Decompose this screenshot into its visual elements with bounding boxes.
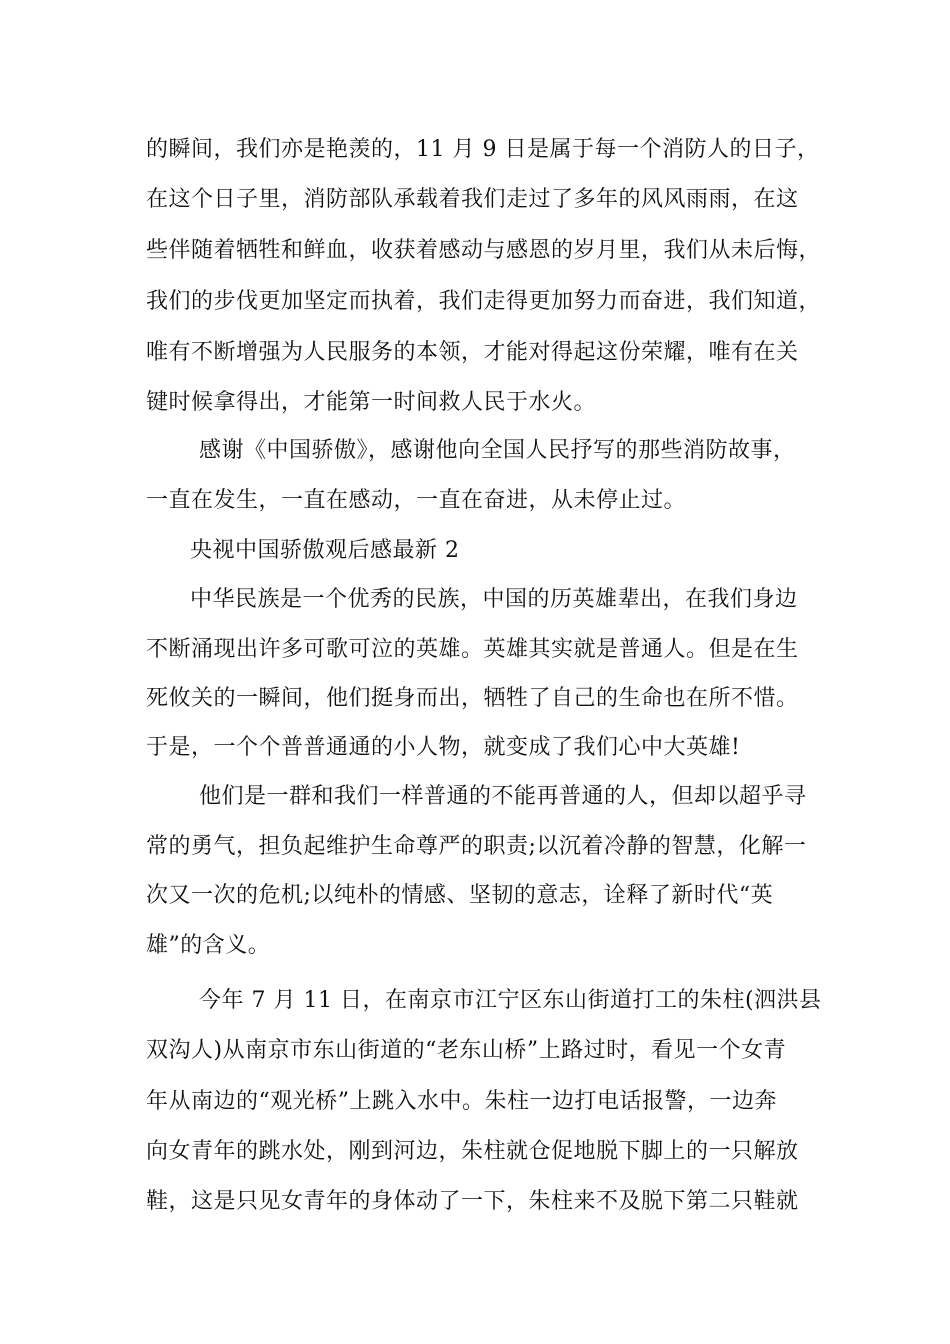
text-line: 中华民族是一个优秀的民族，中国的历英雄辈出，在我们身边: [190, 587, 798, 612]
text-line: 向女青年的跳水处，刚到河边，朱柱就仓促地脱下脚上的一只解放: [146, 1139, 799, 1164]
text-line: 不断涌现出许多可歌可泣的英雄。英雄其实就是普通人。但是在生: [146, 637, 799, 662]
text-line: 次又一次的危机;以纯朴的情感、坚韧的意志，诠释了新时代“英: [146, 883, 774, 908]
text-line: 在这个日子里，消防部队承载着我们走过了多年的风风雨雨，在这: [146, 187, 799, 212]
text-line: 于是，一个个普普通通的小人物，就变成了我们心中大英雄!: [146, 735, 741, 760]
text-line: 感谢《中国骄傲》，感谢他向全国人民抒写的那些消防故事，: [199, 438, 796, 463]
text-line: 的瞬间，我们亦是艳羡的，11 月 9 日是属于每一个消防人的日子，: [146, 137, 820, 162]
text-line: 键时候拿得出，才能第一时间救人民于水火。: [146, 390, 597, 415]
text-line: 我们的步伐更加坚定而执着，我们走得更加努力而奋进，我们知道，: [146, 289, 822, 314]
text-line: 双沟人)从南京市东山街道的“老东山桥”上路过时，看见一个女青: [146, 1038, 787, 1063]
text-line: 死攸关的一瞬间，他们挺身而出，牺牲了自己的生命也在所不惜。: [146, 686, 799, 711]
text-line: 今年 7 月 11 日，在南京市江宁区东山街道打工的朱柱(泗洪县: [199, 988, 822, 1013]
text-line: 雄”的含义。: [146, 933, 271, 958]
text-line: 唯有不断增强为人民服务的本领，才能对得起这份荣耀，唯有在关: [146, 340, 799, 365]
text-line: 鞋，这是只见女青年的身体动了一下，朱柱来不及脱下第二只鞋就: [146, 1189, 799, 1214]
text-line: 年从南边的“观光桥”上跳入水中。朱柱一边打电话报警，一边奔: [146, 1089, 777, 1114]
text-line: 一直在发生，一直在感动，一直在奋进，从未停止过。: [146, 488, 687, 513]
text-line: 他们是一群和我们一样普通的不能再普通的人，但却以超乎寻: [199, 784, 807, 809]
section-heading: 央视中国骄傲观后感最新 2: [190, 538, 460, 563]
text-line: 常的勇气，担负起维护生命尊严的职责;以沉着冷静的智慧，化解一: [146, 834, 807, 859]
text-line: 些伴随着牺牲和鲜血，收获着感动与感恩的岁月里，我们从未后悔，: [146, 238, 822, 263]
